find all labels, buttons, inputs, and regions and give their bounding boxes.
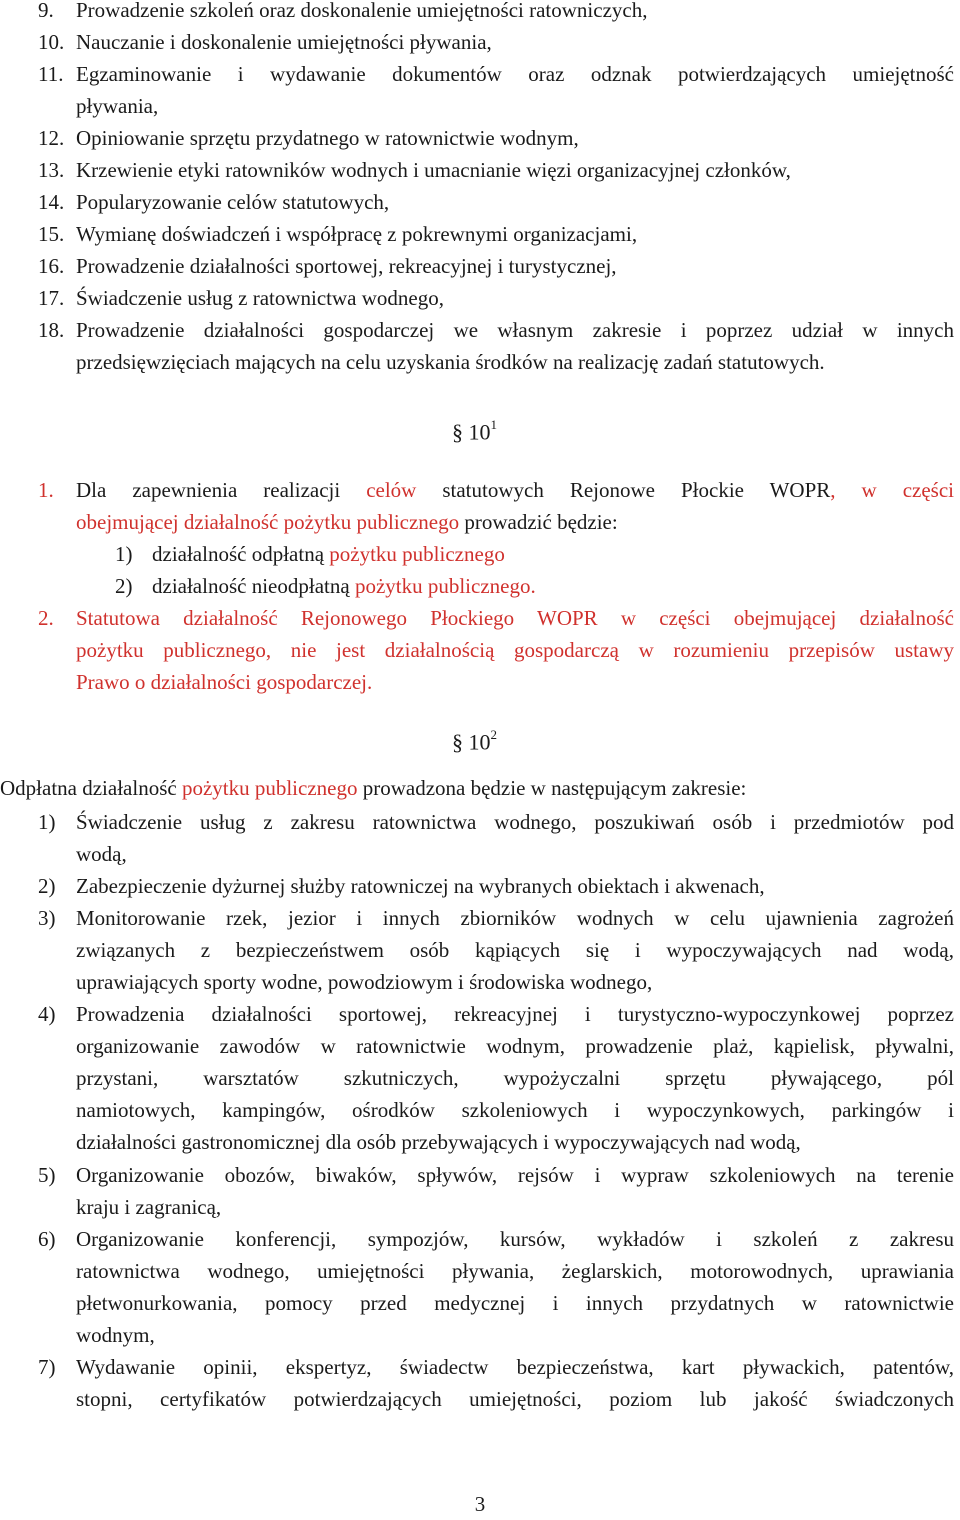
list-item-text: wodnym, <box>76 1323 155 1347</box>
list-item-text: Wymianę doświadczeń i współpracę z pokrewnymi organizacjami, <box>76 222 638 246</box>
section-heading-text: § 10 <box>452 419 491 445</box>
sublist-text: działalność nieodpłatną pożytku publicznego. <box>152 574 536 598</box>
list-item-text: organizowanie zawodów w ratownictwie wodnym, prowadzenie plaż, kąpielisk, pływalni, <box>76 1034 954 1058</box>
intro-text: Odpłatna działalność pożytku publicznego prowadzona będzie w następującym zakresie: <box>0 776 747 800</box>
sublist-number: 1) <box>115 542 133 566</box>
list-item-text: Egzaminowanie i wydawanie dokumentów oraz odznak potwierdzających umiejętność <box>76 62 954 86</box>
list-number: 3) <box>38 906 56 930</box>
list-number: 6) <box>38 1227 56 1251</box>
section-heading <box>452 410 497 449</box>
list-item-text: Zabezpieczenie dyżurnej służby ratowniczej na wybranych obiektach i akwenach, <box>76 874 765 898</box>
list-item-text: Prowadzenia działalności sportowej, rekreacyjnej i turystyczno-wypoczynkowej poprzez <box>76 1002 954 1026</box>
page-number: 3 <box>474 1492 486 1516</box>
list-item-text: Prowadzenie działalności gospodarczej we własnym zakresie i poprzez udział w innych <box>76 318 954 342</box>
list-item-text: Organizowanie konferencji, sympozjów, kursów, wykładów i szkoleń z zakresu <box>76 1227 954 1251</box>
paragraph-number: 2. <box>38 606 54 630</box>
list-number: 7) <box>38 1355 56 1379</box>
paragraph-text: Dla zapewnienia realizacji celów statutowych Rejonowe Płockie WOPR, w części <box>76 478 954 502</box>
list-item-text: działalności gastronomicznej dla osób przebywających i wypoczywających nad wodą, <box>76 1130 801 1154</box>
list-item-text: namiotowych, kampingów, ośrodków szkoleniowych i wypoczynkowych, parkingów i <box>76 1098 954 1122</box>
list-item-text: kraju i zagranicą, <box>76 1195 222 1219</box>
list-item-text: Krzewienie etyki ratowników wodnych i umacnianie więzi organizacyjnej członków, <box>76 158 791 182</box>
list-number: 4) <box>38 1002 56 1026</box>
list-number: 12. <box>38 126 65 150</box>
list-number: 18. <box>38 318 65 342</box>
list-number: 15. <box>38 222 65 246</box>
list-item-text: Monitorowanie rzek, jezior i innych zbiorników wodnych w celu ujawnienia zagrożeń <box>76 906 954 930</box>
list-item-text: stopni, certyfikatów potwierdzających umiejętności, poziom lub jakość świadczonych <box>76 1387 954 1411</box>
section-heading-sup: 1 <box>490 417 497 432</box>
list-item-text: ratownictwa wodnego, umiejętności pływania, żeglarskich, motorowodnych, uprawiania <box>76 1259 954 1283</box>
list-item-text: Wydawanie opinii, ekspertyz, świadectw bezpieczeństwa, kart pływackich, patentów, <box>76 1355 954 1379</box>
list-number: 1) <box>38 810 56 834</box>
list-item-text: płetwonurkowania, pomocy przed medycznej i innych przydatnych w ratownictwie <box>76 1291 954 1315</box>
section-heading-sup: 2 <box>490 727 497 742</box>
list-item-text: związanych z bezpieczeństwem osób kąpiących się i wypoczywających nad wodą, <box>76 938 954 962</box>
list-number: 16. <box>38 254 65 278</box>
list-number: 13. <box>38 158 65 182</box>
list-item-text: przystani, warsztatów szkutniczych, wypożyczalni sprzętu pływającego, pól <box>76 1066 954 1090</box>
list-item-text: Świadczenie usług z zakresu ratownictwa wodnego, poszukiwań osób i przedmiotów pod <box>76 810 954 834</box>
list-item-text: wodą, <box>76 842 127 866</box>
sublist-number: 2) <box>115 574 133 598</box>
paragraph-text: obejmującej działalność pożytku publicznego prowadzić będzie: <box>76 510 618 534</box>
paragraph-number: 1. <box>38 478 54 502</box>
list-item-text: Prowadzenie działalności sportowej, rekreacyjnej i turystycznej, <box>76 254 617 278</box>
list-item-text: Prowadzenie szkoleń oraz doskonalenie umiejętności ratowniczych, <box>76 0 648 22</box>
list-item-text: Popularyzowanie celów statutowych, <box>76 190 390 214</box>
paragraph-text: Statutowa działalność Rejonowego Płockiego WOPR w części obejmującej działalność <box>76 606 954 630</box>
list-number: 11. <box>38 62 64 86</box>
paragraph-text: Prawo o działalności gospodarczej. <box>76 670 373 694</box>
section-heading-text: § 10 <box>452 729 491 755</box>
list-number: 10. <box>38 30 65 54</box>
list-number: 9. <box>38 0 54 22</box>
list-number: 2) <box>38 874 56 898</box>
section-heading <box>452 720 497 759</box>
list-item-text: Nauczanie i doskonalenie umiejętności pływania, <box>76 30 492 54</box>
list-number: 14. <box>38 190 65 214</box>
paragraph-text: pożytku publicznego, nie jest działalnością gospodarczą w rozumieniu przepisów ustawy <box>76 638 954 662</box>
list-number: 5) <box>38 1163 56 1187</box>
list-number: 17. <box>38 286 65 310</box>
list-item-text: pływania, <box>76 94 159 118</box>
list-item-text: uprawiających sporty wodne, powodziowym i środowiska wodnego, <box>76 970 653 994</box>
list-item-text: Opiniowanie sprzętu przydatnego w ratownictwie wodnym, <box>76 126 579 150</box>
list-item-text: Świadczenie usług z ratownictwa wodnego, <box>76 286 444 310</box>
list-item-text: Organizowanie obozów, biwaków, spływów, rejsów i wypraw szkoleniowych na terenie <box>76 1163 954 1187</box>
sublist-text: działalność odpłatną pożytku publicznego <box>152 542 505 566</box>
list-item-text: przedsięwzięciach mających na celu uzyskania środków na realizację zadań statutowych. <box>76 350 825 374</box>
